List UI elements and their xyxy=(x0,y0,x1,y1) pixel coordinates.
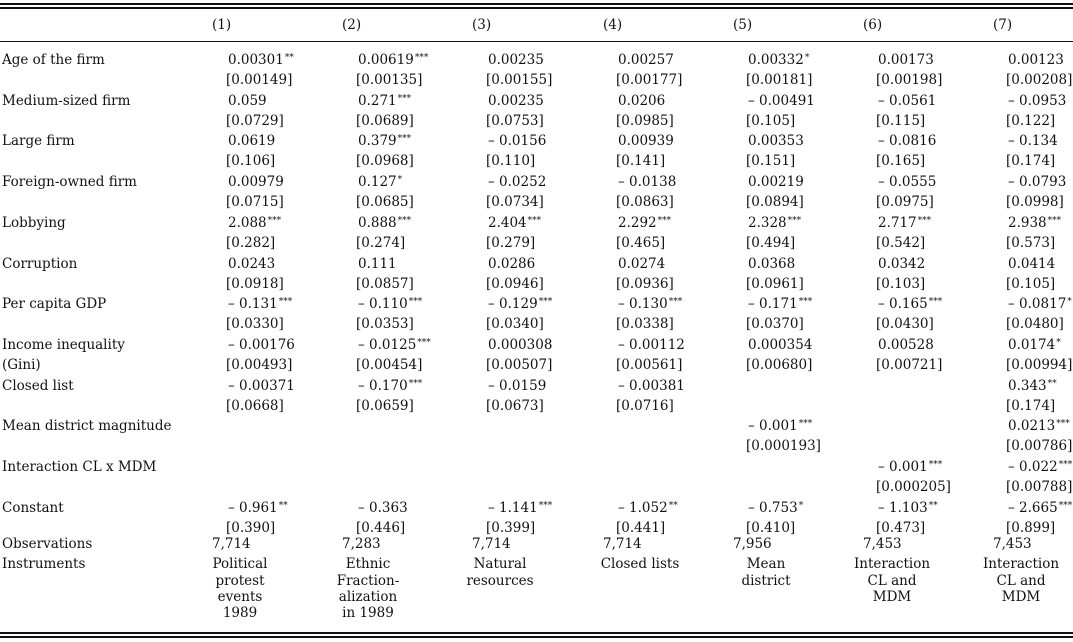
instrument-label xyxy=(716,556,816,589)
significance-stars: *** xyxy=(1058,500,1073,511)
coefficient: – 0.0555 xyxy=(878,174,937,191)
coefficient: 0.888*** xyxy=(358,214,412,231)
coefficient: – 0.0816 xyxy=(878,133,937,150)
row-label: Instruments xyxy=(2,556,86,573)
standard-error: [0.105] xyxy=(1006,275,1056,292)
row-label: Interaction CL x MDM xyxy=(2,459,157,475)
coefficient: – 0.0159 xyxy=(488,377,547,394)
significance-stars: *** xyxy=(787,215,802,226)
instrument-line: events xyxy=(217,588,263,605)
standard-error: [0.573] xyxy=(1006,234,1056,251)
instrument-label xyxy=(190,556,290,621)
coefficient: – 0.131*** xyxy=(228,296,293,313)
standard-error: [0.390] xyxy=(226,519,276,536)
bottom-rule-inner xyxy=(0,632,1073,634)
column-header: (6) xyxy=(863,17,883,33)
coefficient: – 0.0252 xyxy=(488,174,547,191)
column-header: (7) xyxy=(993,17,1013,33)
standard-error: [0.0689] xyxy=(356,112,414,129)
standard-error: [0.0936] xyxy=(616,275,674,292)
significance-stars: *** xyxy=(798,419,813,430)
standard-error: [0.00786] xyxy=(1006,438,1073,455)
coefficient: 0.00173 xyxy=(878,52,934,68)
instrument-line: Ethnic xyxy=(345,556,391,573)
standard-error: [0.105] xyxy=(746,112,796,129)
coefficient: – 0.00371 xyxy=(228,377,295,394)
coefficient: – 0.0561 xyxy=(878,92,937,109)
coefficient: – 0.00491 xyxy=(748,92,815,109)
instrument-label xyxy=(590,556,690,572)
standard-error: [0.00788] xyxy=(1006,479,1073,495)
instrument-line: alization xyxy=(338,588,398,605)
instrument-label xyxy=(450,556,550,589)
coefficient: – 0.363 xyxy=(358,499,408,516)
coefficient: 0.0619 xyxy=(228,133,276,150)
significance-stars: *** xyxy=(408,378,423,389)
significance-stars: * xyxy=(804,53,810,63)
standard-error: [0.282] xyxy=(226,234,276,251)
instrument-line: Political xyxy=(212,556,268,573)
significance-stars: *** xyxy=(414,53,429,63)
significance-stars: *** xyxy=(417,337,431,348)
standard-error: [0.165] xyxy=(876,153,926,170)
coefficient: – 1.141*** xyxy=(488,499,553,516)
standard-error: [0.106] xyxy=(226,153,276,170)
coefficient: 0.00235 xyxy=(488,92,544,109)
observations-count: 7,453 xyxy=(863,536,902,553)
instrument-line: MDM xyxy=(872,588,912,605)
significance-stars: * xyxy=(397,175,403,186)
standard-error: [0.0430] xyxy=(876,316,934,333)
coefficient: 0.059 xyxy=(228,92,267,109)
row-label: Lobbying xyxy=(2,214,66,231)
significance-stars: *** xyxy=(928,297,943,308)
row-label: Foreign-owned firm xyxy=(2,174,137,191)
standard-error: [0.0673] xyxy=(486,397,544,414)
coefficient: – 0.961** xyxy=(228,499,288,516)
instrument-line: 1989 xyxy=(222,605,258,622)
coefficient: – 0.134 xyxy=(1008,133,1058,150)
coefficient: 0.000354 xyxy=(748,336,813,353)
coefficient: – 0.170*** xyxy=(358,377,423,394)
significance-stars: ** xyxy=(668,500,678,511)
significance-stars: *** xyxy=(1056,419,1070,430)
standard-error: [0.0715] xyxy=(226,194,284,211)
coefficient: 0.343** xyxy=(1008,377,1057,394)
coefficient: 0.0368 xyxy=(748,255,796,272)
coefficient: 2.328*** xyxy=(748,214,802,231)
observations-count: 7,283 xyxy=(342,536,381,553)
header-rule xyxy=(0,41,1073,42)
coefficient: 2.717*** xyxy=(878,214,932,231)
row-label: Age of the firm xyxy=(2,52,105,68)
coefficient: 2.088*** xyxy=(228,214,282,231)
coefficient: – 2.665*** xyxy=(1008,499,1073,516)
standard-error: [0.0946] xyxy=(486,275,544,292)
coefficient: 0.0206 xyxy=(618,92,666,109)
coefficient: 0.00123 xyxy=(1008,52,1064,68)
row-label: Medium-sized firm xyxy=(2,92,131,109)
standard-error: [0.465] xyxy=(616,234,666,251)
standard-error: [0.0480] xyxy=(1006,316,1064,333)
significance-stars: *** xyxy=(538,500,553,511)
standard-error: [0.110] xyxy=(486,153,536,170)
standard-error: [0.0330] xyxy=(226,316,284,333)
standard-error: [0.00561] xyxy=(616,356,683,373)
significance-stars: *** xyxy=(538,297,553,308)
standard-error: [0.441] xyxy=(616,519,666,536)
significance-stars: ** xyxy=(284,53,294,63)
coefficient: 0.00979 xyxy=(228,174,284,191)
significance-stars: * xyxy=(1067,297,1072,308)
bottom-rule xyxy=(0,636,1073,638)
significance-stars: *** xyxy=(397,93,412,104)
standard-error: [0.00135] xyxy=(356,72,423,88)
standard-error: [0.494] xyxy=(746,234,796,251)
standard-error: [0.899] xyxy=(1006,519,1056,536)
coefficient: – 0.0156 xyxy=(488,133,547,150)
instrument-line: Fraction- xyxy=(336,572,400,589)
significance-stars: ** xyxy=(928,500,938,511)
coefficient: – 0.001*** xyxy=(748,418,813,435)
observations-count: 7,714 xyxy=(603,536,642,553)
standard-error: [0.00721] xyxy=(876,356,943,373)
standard-error: [0.00454] xyxy=(356,356,423,373)
coefficient: 0.0286 xyxy=(488,255,536,272)
standard-error: [0.174] xyxy=(1006,153,1056,170)
row-label: Mean district magnitude xyxy=(2,418,172,435)
standard-error: [0.0863] xyxy=(616,194,674,211)
standard-error: [0.0985] xyxy=(616,112,674,129)
coefficient: – 0.171*** xyxy=(748,296,813,313)
coefficient: 0.00235 xyxy=(488,52,544,68)
standard-error: [0.473] xyxy=(876,519,926,536)
significance-stars: *** xyxy=(798,297,813,308)
row-label: Per capita GDP xyxy=(2,296,107,313)
standard-error: [0.00507] xyxy=(486,356,553,373)
coefficient: – 0.0793 xyxy=(1008,174,1067,191)
significance-stars: *** xyxy=(527,215,542,226)
instrument-line: Closed lists xyxy=(600,556,680,573)
standard-error: [0.0894] xyxy=(746,194,804,211)
coefficient: 0.0274 xyxy=(618,255,666,272)
significance-stars: *** xyxy=(267,215,282,226)
significance-stars: * xyxy=(1056,337,1061,348)
top-rule-inner xyxy=(0,7,1073,9)
significance-stars: * xyxy=(798,500,804,511)
coefficient: – 0.753* xyxy=(748,499,804,516)
coefficient: 2.404*** xyxy=(488,214,542,231)
standard-error: [0.0857] xyxy=(356,275,414,292)
standard-error: [0.0685] xyxy=(356,194,414,211)
standard-error: [0.0338] xyxy=(616,316,674,333)
standard-error: [0.00493] xyxy=(226,356,293,373)
standard-error: [0.00155] xyxy=(486,72,553,88)
row-label: Large firm xyxy=(2,133,75,150)
observations-count: 7,714 xyxy=(212,536,251,553)
standard-error: [0.446] xyxy=(356,519,406,536)
significance-stars: *** xyxy=(657,215,672,226)
standard-error: [0.399] xyxy=(486,519,536,536)
coefficient: 0.00528 xyxy=(878,336,934,353)
standard-error: [0.00208] xyxy=(1006,72,1073,88)
significance-stars: *** xyxy=(668,297,683,308)
column-header: (1) xyxy=(212,17,232,33)
coefficient: – 0.00381 xyxy=(618,377,685,394)
standard-error: [0.00149] xyxy=(226,72,293,88)
coefficient: – 0.0953 xyxy=(1008,92,1067,109)
coefficient: 0.0243 xyxy=(228,255,276,272)
standard-error: [0.115] xyxy=(876,112,926,129)
coefficient: 0.00301** xyxy=(228,52,294,68)
standard-error: [0.174] xyxy=(1006,397,1056,414)
standard-error: [0.410] xyxy=(746,519,796,536)
coefficient: 2.292*** xyxy=(618,214,672,231)
coefficient: 0.127* xyxy=(358,174,403,191)
row-label-continued: (Gini) xyxy=(2,356,41,373)
significance-stars: *** xyxy=(917,215,932,226)
coefficient: 0.00257 xyxy=(618,52,674,68)
coefficient: – 0.0817* xyxy=(1008,296,1072,313)
standard-error: [0.122] xyxy=(1006,112,1056,129)
standard-error: [0.0340] xyxy=(486,316,544,333)
instrument-line: in 1989 xyxy=(342,605,394,622)
row-label: Closed list xyxy=(2,377,74,394)
observations-count: 7,956 xyxy=(733,536,772,553)
standard-error: [0.0729] xyxy=(226,112,284,129)
coefficient: 0.271*** xyxy=(358,92,412,109)
standard-error: [0.0353] xyxy=(356,316,414,333)
significance-stars: *** xyxy=(1058,460,1073,470)
standard-error: [0.00994] xyxy=(1006,356,1073,373)
significance-stars: *** xyxy=(278,297,293,308)
standard-error: [0.0961] xyxy=(746,275,804,292)
standard-error: [0.103] xyxy=(876,275,926,292)
instrument-line: CL and xyxy=(996,572,1046,589)
instrument-line: Natural xyxy=(473,556,527,573)
standard-error: [0.00680] xyxy=(746,356,813,373)
coefficient: – 0.0125*** xyxy=(358,336,431,353)
coefficient: – 0.129*** xyxy=(488,296,553,313)
significance-stars: *** xyxy=(397,215,412,226)
row-label: Income inequality xyxy=(2,336,125,353)
instrument-line: Interaction xyxy=(853,556,931,573)
coefficient: 0.0174* xyxy=(1008,336,1061,353)
column-header: (4) xyxy=(603,17,623,33)
coefficient: 0.00219 xyxy=(748,174,804,191)
instrument-label xyxy=(318,556,418,621)
standard-error: [0.542] xyxy=(876,234,926,251)
coefficient: 0.000308 xyxy=(488,336,553,353)
column-header: (5) xyxy=(733,17,753,33)
standard-error: [0.0370] xyxy=(746,316,804,333)
coefficient: – 1.052** xyxy=(618,499,678,516)
significance-stars: *** xyxy=(928,460,943,470)
significance-stars: ** xyxy=(1047,378,1057,389)
standard-error: [0.0668] xyxy=(226,397,284,414)
observations-count: 7,453 xyxy=(993,536,1032,553)
standard-error: [0.0975] xyxy=(876,194,934,211)
standard-error: [0.0659] xyxy=(356,397,414,414)
instrument-line: resources xyxy=(466,572,534,589)
instrument-line: MDM xyxy=(1001,588,1041,605)
significance-stars: *** xyxy=(1047,215,1062,226)
column-header: (2) xyxy=(342,17,362,33)
standard-error: [0.151] xyxy=(746,153,796,170)
standard-error: [0.0968] xyxy=(356,153,414,170)
standard-error: [0.274] xyxy=(356,234,406,251)
coefficient: – 0.0138 xyxy=(618,174,677,191)
significance-stars: ** xyxy=(278,500,288,511)
row-label: Observations xyxy=(2,536,93,553)
coefficient: 0.00619*** xyxy=(358,52,429,68)
coefficient: – 0.110*** xyxy=(358,296,423,313)
coefficient: 0.379*** xyxy=(358,133,412,150)
coefficient: – 0.165*** xyxy=(878,296,943,313)
standard-error: [0.141] xyxy=(616,153,666,170)
instrument-line: Mean xyxy=(746,556,786,573)
significance-stars: *** xyxy=(408,297,423,308)
coefficient: – 0.022*** xyxy=(1008,459,1073,475)
instrument-line: protest xyxy=(215,572,265,589)
coefficient: 2.938*** xyxy=(1008,214,1062,231)
standard-error: [0.0753] xyxy=(486,112,544,129)
standard-error: [0.0716] xyxy=(616,397,674,414)
observations-count: 7,714 xyxy=(472,536,511,553)
instrument-line: Interaction xyxy=(982,556,1060,573)
standard-error: [0.279] xyxy=(486,234,536,251)
instrument-line: district xyxy=(741,572,791,589)
coefficient: 0.111 xyxy=(358,255,397,272)
row-label: Constant xyxy=(2,499,64,516)
standard-error: [0.000205] xyxy=(876,479,951,495)
coefficient: 0.00353 xyxy=(748,133,804,150)
coefficient: – 0.130*** xyxy=(618,296,683,313)
standard-error: [0.0998] xyxy=(1006,194,1064,211)
coefficient: – 0.00176 xyxy=(228,336,295,353)
coefficient: – 0.00112 xyxy=(618,336,685,353)
standard-error: [0.0918] xyxy=(226,275,284,292)
coefficient: 0.0213*** xyxy=(1008,418,1070,435)
instrument-label xyxy=(971,556,1071,605)
coefficient: 0.00939 xyxy=(618,133,674,150)
standard-error: [0.0734] xyxy=(486,194,544,211)
top-rule xyxy=(0,3,1073,5)
instrument-label xyxy=(842,556,942,605)
significance-stars: *** xyxy=(397,134,412,145)
standard-error: [0.00181] xyxy=(746,72,813,88)
coefficient: 0.0414 xyxy=(1008,255,1056,272)
standard-error: [0.00198] xyxy=(876,72,943,88)
coefficient: 0.00332* xyxy=(748,52,810,68)
row-label: Corruption xyxy=(2,255,78,272)
instrument-line: CL and xyxy=(867,572,917,589)
coefficient: 0.0342 xyxy=(878,255,926,272)
coefficient: – 0.001*** xyxy=(878,459,943,475)
standard-error: [0.000193] xyxy=(746,438,821,455)
column-header: (3) xyxy=(472,17,492,33)
standard-error: [0.00177] xyxy=(616,72,683,88)
coefficient: – 1.103** xyxy=(878,499,938,516)
